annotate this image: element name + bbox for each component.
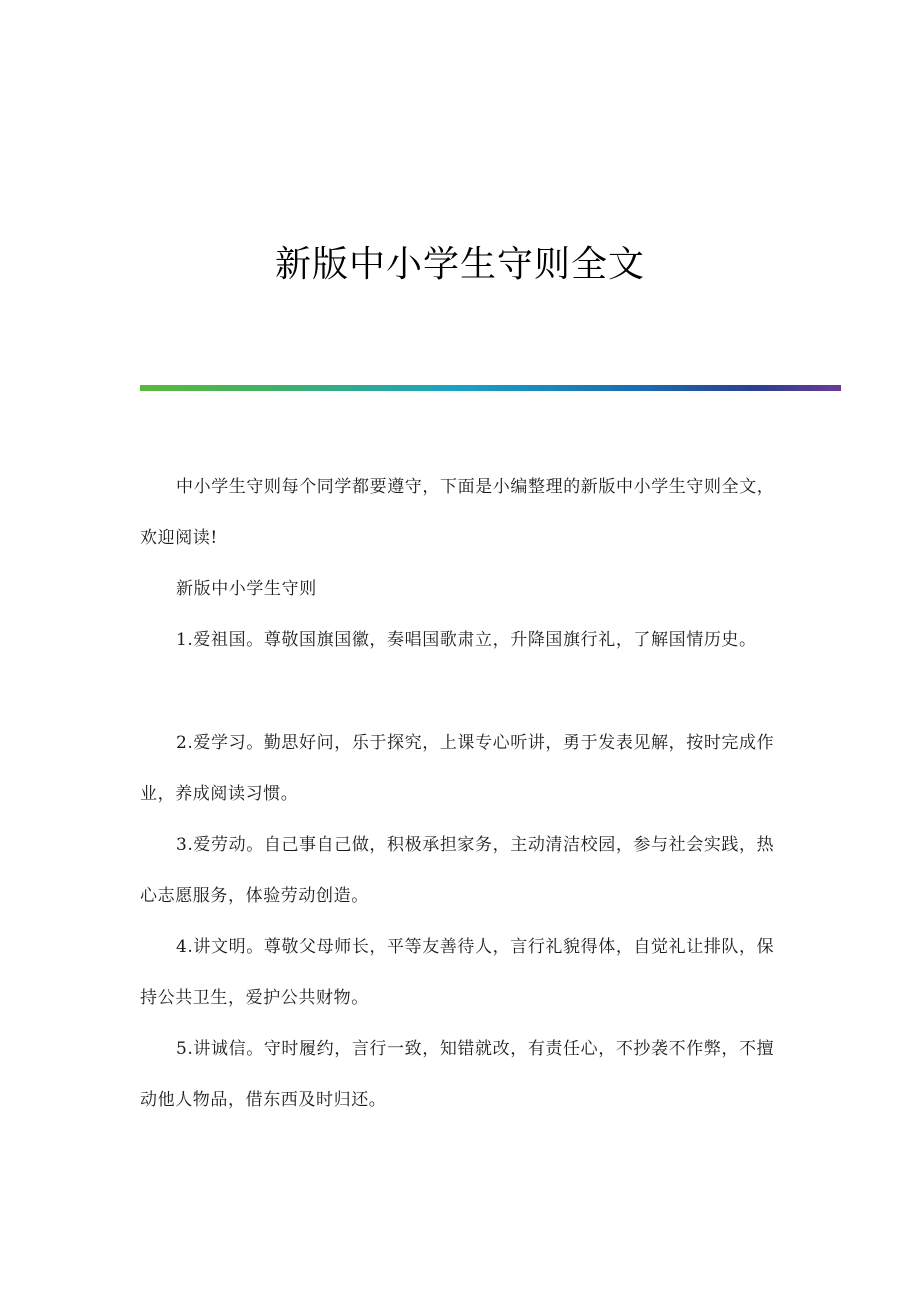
title-divider bbox=[140, 385, 841, 391]
rule-item-2: 2.爱学习。勤思好问，乐于探究，上课专心听讲，勇于发表见解，按时完成作业，养成阅读习惯。 bbox=[140, 733, 775, 804]
intro-paragraph: 中小学生守则每个同学都要遵守，下面是小编整理的新版中小学生守则全文，欢迎阅读! bbox=[140, 477, 775, 548]
rule-item-3: 3.爱劳动。自己事自己做，积极承担家务，主动清洁校园，参与社会实践，热心志愿服务，体验劳动创造。 bbox=[140, 835, 775, 906]
section-heading: 新版中小学生守则 bbox=[176, 579, 317, 599]
rule-item-1: 1.爱祖国。尊敬国旗国徽，奏唱国歌肃立，升降国旗行礼，了解国情历史。 bbox=[176, 630, 757, 650]
rule-item-5: 5.讲诚信。守时履约，言行一致，知错就改，有责任心，不抄袭不作弊，不擅动他人物品，借东西及时归还。 bbox=[140, 1039, 775, 1110]
document-title: 新版中小学生守则全文 bbox=[274, 244, 645, 286]
rule-item-4: 4.讲文明。尊敬父母师长，平等友善待人，言行礼貌得体，自觉礼让排队，保持公共卫生，爱护公共财物。 bbox=[140, 937, 775, 1008]
document-body bbox=[140, 462, 790, 1126]
